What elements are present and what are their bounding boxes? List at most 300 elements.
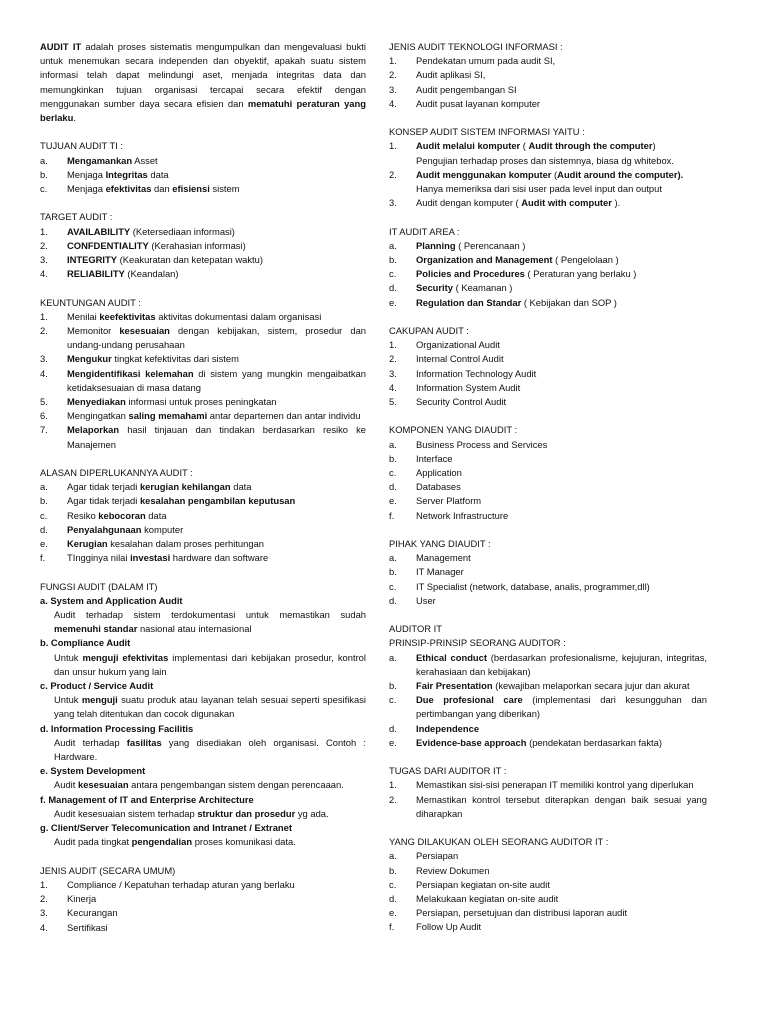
list-item-text [416,338,707,352]
bold-text: INTEGRITY [67,254,118,266]
section [40,139,366,196]
list-item [389,168,707,182]
list-marker: c. [389,467,397,479]
text-run: Audit pada tingkat [54,836,132,848]
text-run: (Keandalan) [124,268,179,280]
text-run: adalah proses sistematis mengumpulkan dan mengevaluasi bukti untuk menemukan secara independen dan obyektif, apakah suatu sistem informasi telah dapat melindungi aset, menjada integritas data dan memungkinkan tujuan organisasi tercapai secara efektif dengan menggunakan sumber daya secara efisien dan [40,41,366,109]
list-marker: c. [389,580,397,592]
text-run: Application [416,467,462,479]
text-run: Memonitor [67,325,120,337]
list-item [389,722,707,736]
list-marker: 4. [389,381,397,393]
bold-text: AVAILABILITY [67,225,131,237]
list-item-text [416,97,707,111]
text-run: Persiapan, persetujuan dan distribusi laporan audit [416,907,628,919]
list-item [389,906,707,920]
list-item [40,892,366,906]
section [389,423,707,522]
list-marker: c. [389,694,397,706]
text-run: Untuk [54,651,83,663]
text-run: Kecurangan [67,907,118,919]
text-run: Audit kesesuaian sistem terhadap [54,807,198,819]
text-run: Follow Up Audit [416,921,482,933]
text-run: informasi untuk proses peningkatan [125,396,277,408]
text-run: Mengingatkan [67,410,129,422]
text-run: (berdasarkan profesionalisme, kejujuran, integritas, kerahasiaan dan kebijakan) [416,651,707,677]
list-item [389,97,707,111]
section-heading: FUNGSI AUDIT (DALAM IT) [40,580,158,592]
list-marker: d. [389,481,397,493]
list-item-text [67,423,366,451]
function-title: b. Compliance Audit [40,637,131,649]
text-run: Pendekatan umum pada audit SI, [416,55,556,67]
list-item-text [67,154,366,168]
list-marker: 4. [40,268,48,280]
section-heading: KEUNTUNGAN AUDIT : [40,296,141,308]
function-description [40,736,366,764]
bold-text: Audit around the computer). [557,168,684,180]
section-fungsi-audit [40,580,366,850]
list-marker: e. [40,538,48,550]
text-run: tingkat kefektivitas dari sistem [111,353,239,365]
list-item-text [416,551,707,565]
list-marker: 3. [40,254,48,266]
text-run: IT Specialist (network, database, analis, programmer,dll) [416,580,650,592]
list-item [389,466,707,480]
list-item-text [67,310,366,324]
section-heading: JENIS AUDIT TEKNOLOGI INFORMASI : [389,41,563,52]
text-run: ) [652,140,656,152]
text-run: sistem [209,183,240,195]
list-item [389,139,707,153]
list-item-text [416,367,707,381]
list-item [40,423,366,451]
list-marker: a. [40,481,48,493]
text-run: IT Manager [416,566,464,578]
bold-text: menguji [81,694,118,706]
left-column [40,40,366,949]
list-item [389,693,707,721]
list-item-text [416,778,707,792]
list-marker: f. [389,509,395,521]
text-run: (pendekatan berdasarkan fakta) [526,736,662,748]
section [40,296,366,452]
text-run: Information System Audit [416,381,521,393]
bold-text: memenuhi standar [54,623,138,635]
list-item [40,878,366,892]
list-marker: 6. [40,410,48,422]
text-run: nasional atau internasional [137,623,252,635]
list-marker: a. [389,438,397,450]
text-run: Audit pengembangan SI [416,83,517,95]
text-run: Server Platform [416,495,482,507]
section-heading: PIHAK YANG DIAUDIT : [389,538,491,550]
bold-text: Independence [416,722,480,734]
list-item-text [67,182,366,196]
bold-text: Audit through the computer [528,140,653,152]
bold-text: menguji efektivitas [82,651,169,663]
text-run: suatu produk atau layanan telah sesuai seperti spesifikasi yang telah ditentukan dan cocok digunakan [54,694,366,720]
list-item [389,793,707,821]
text-run: ( Peraturan yang berlaku ) [524,268,637,280]
function-description [40,693,366,721]
section [389,225,707,310]
text-run: Sertifikasi [67,921,108,933]
text-run: yang disediakan oleh organisasi. Contoh : Hardware. [54,736,366,763]
list-marker: b. [389,254,397,266]
list-marker: c. [389,878,397,890]
list-item [40,310,366,324]
text-run: (Ketersediaan informasi) [130,225,235,237]
list-item [389,551,707,565]
section [389,537,707,608]
list-item-text [67,509,366,523]
list-marker: 2. [40,239,48,251]
section-heading: TUGAS DARI AUDITOR IT : [389,765,507,777]
list-item-text [67,395,366,409]
bold-text: Penyalahgunaan [67,523,142,535]
bold-text: Integritas [105,168,148,180]
function-title: g. Client/Server Telecomunication and Intranet / Extranet [40,822,292,834]
text-run: Audit aplikasi SI, [416,69,486,81]
bold-text: Policies and Procedures [416,268,525,280]
bold-text: Security [416,282,453,294]
list-item-text [416,296,707,310]
text-run: Audit pusat layanan komputer [416,97,541,109]
list-marker: b. [389,566,397,578]
list-item [40,225,366,239]
bold-text: mematuhi peraturan yang berlaku [40,97,366,124]
list-item [389,296,707,310]
section-heading: CAKUPAN AUDIT : [389,325,469,337]
text-run: Persiapan kegiatan on-site audit [416,878,550,890]
text-run: Review Dokumen [416,864,490,876]
list-item-text [416,239,707,253]
list-marker: 2. [389,69,397,81]
bold-text: Planning [416,239,456,251]
bold-text: Audit with computer [521,197,612,209]
list-marker: 1. [40,225,48,237]
list-marker: c. [40,183,48,195]
text-run: dengan kebijakan, sistem, prosedur dan undang-undang perusahaan [67,325,367,351]
list-item [40,537,366,551]
section-heading: KOMPONEN YANG DIAUDIT : [389,424,518,436]
text-run: ( Keamanan ) [453,282,513,294]
section-heading: PRINSIP-PRINSIP SEORANG AUDITOR : [389,637,566,649]
text-run: hasil tinjauan dan tindakan berdasarkan resiko ke Manajemen [67,424,366,450]
section-heading: JENIS AUDIT (SECARA UMUM) [40,864,176,876]
list-marker: d. [389,893,397,905]
text-run: Databases [416,481,461,493]
list-marker: 1. [40,878,48,890]
list-marker: a. [389,552,397,564]
list-item-text [67,409,366,423]
text-run: Interface [416,452,453,464]
bold-text: Evidence-base approach [416,736,527,748]
text-run: Resiko [67,509,99,521]
bold-text: Fair Presentation [416,680,493,692]
bold-text: Audit menggunakan komputer [416,168,552,180]
list-marker: 4. [40,367,48,379]
text-run: Menilai [67,310,100,322]
list-item [389,778,707,792]
list-item [389,594,707,608]
list-marker: 3. [40,353,48,365]
list-item-text [416,679,707,693]
list-marker: 3. [389,367,397,379]
text-run: Memastikan sisi-sisi penerapan IT memiliki kontrol yang diperlukan [416,779,694,791]
list-item [389,480,707,494]
list-marker: c. [389,268,397,280]
list-item [40,168,366,182]
function-description [40,778,366,792]
function-title: f. Management of IT and Enterprise Architecture [40,793,254,805]
list-item-text [416,693,707,721]
list-item-text [416,494,707,508]
text-run: Organizational Audit [416,339,500,351]
function-title: a. System and Application Audit [40,594,183,606]
list-item [389,196,707,210]
bold-text: investasi [130,552,171,564]
list-item [40,367,366,395]
list-item [40,921,366,935]
list-item-text [416,168,707,182]
list-item-text [67,494,366,508]
text-run: Audit terhadap [54,736,127,748]
list-item-text [416,565,707,579]
text-run: proses komunikasi data. [192,836,296,848]
text-run: implementasi dari kebijakan prosedur, kontrol dan unsur hukum yang lain [54,651,366,677]
list-item [389,920,707,934]
bold-text: kesesuaian [77,779,129,791]
list-marker: 1. [389,140,397,152]
list-item-text [416,736,707,750]
bold-text: Mengukur [67,353,112,365]
list-marker: 2. [389,353,397,365]
list-marker: 3. [40,907,48,919]
list-item [40,324,366,352]
list-marker: 1. [389,55,397,67]
section [389,835,707,934]
list-item [389,878,707,892]
list-item-text [67,480,366,494]
list-marker: e. [389,495,397,507]
list-marker: a. [40,154,48,166]
function-title: d. Information Processing Facilitis [40,722,194,734]
list-item [40,509,366,523]
function-title: c. Product / Service Audit [40,680,154,692]
list-item [389,651,707,679]
text-run: ( [551,168,558,180]
section-heading: KONSEP AUDIT SISTEM INFORMASI YAITU : [389,126,585,138]
list-marker: b. [40,168,48,180]
list-item [389,438,707,452]
text-run: hardware dan software [170,552,269,564]
text-run: Audit terhadap sistem terdokumentasi untuk memastikan sudah [54,609,366,621]
text-run: Security Control Audit [416,396,507,408]
list-item [389,267,707,281]
text-run: Audit dengan komputer ( [416,197,522,209]
list-item [389,849,707,863]
list-item [389,83,707,97]
list-marker: b. [389,864,397,876]
section [389,125,707,210]
list-item [389,509,707,523]
list-item-text [67,253,366,267]
text-run: (implementasi dari kesungguhan dan pertimbangan yang diberikan) [416,694,707,720]
bold-text: AUDIT IT [40,41,82,52]
list-item-text [416,509,707,523]
list-marker: 7. [40,424,48,436]
list-item [389,239,707,253]
list-item [389,338,707,352]
list-marker: 3. [389,197,397,209]
list-marker: d. [389,722,397,734]
section [389,324,707,409]
text-run: ( Kebijakan dan SOP ) [521,296,617,308]
list-marker: d. [40,523,48,535]
text-run: Agar tidak terjadi [67,495,140,507]
text-run: data [147,168,169,180]
text-run: Menjaga [67,168,106,180]
list-item-text [67,537,366,551]
list-marker: e. [389,907,397,919]
list-item [389,281,707,295]
bold-text: saling memahami [128,410,208,422]
text-run: antara pengembangan sistem dengan perencaaan. [128,779,344,791]
list-marker: f. [40,552,46,564]
list-item [40,352,366,366]
text-run: data [145,509,167,521]
list-item-text [416,83,707,97]
list-item-text [67,892,366,906]
text-run: komputer [141,523,184,535]
list-item [389,253,707,267]
list-item-text [67,324,366,352]
text-run: Business Process and Services [416,438,548,450]
section [40,864,366,935]
bold-text: kesalahan pengambilan keputusan [139,495,296,507]
text-run: aktivitas dokumentasi dalam organisasi [155,310,322,322]
list-item-text [416,906,707,920]
list-marker: 1. [389,339,397,351]
list-item [40,267,366,281]
section [40,466,366,565]
list-item-text [416,793,707,821]
list-item [40,395,366,409]
bold-text: fasilitas [126,736,162,748]
list-item-text [67,239,366,253]
bold-text: Mengamankan [67,154,133,166]
list-item-text [416,864,707,878]
list-item-text [416,651,707,679]
list-item-text [416,68,707,82]
list-marker: 2. [389,168,397,180]
list-item [389,54,707,68]
section-heading: YANG DILAKUKAN OLEH SEORANG AUDITOR IT : [389,836,609,848]
list-item [40,154,366,168]
right-column [389,40,707,949]
list-marker: d. [389,594,397,606]
list-marker: 5. [40,396,48,408]
bold-text: Mengidentifikasi kelemahan [67,367,194,379]
text-run: (kewajiban melaporkan secara jujur dan akurat [492,680,690,692]
list-item [40,253,366,267]
list-item-text [416,253,707,267]
bold-text: kebocoran [98,509,146,521]
text-run: Compliance / Kepatuhan terhadap aturan yang berlaku [67,878,295,890]
list-item-text [416,139,707,153]
list-item-text [67,225,366,239]
list-item-note: Hanya memeriksa dari sisi user pada level input dan output [416,183,662,195]
bold-text: efektivitas [105,183,152,195]
list-item-text [67,267,366,281]
list-item-text [416,892,707,906]
list-marker: b. [40,495,48,507]
section-heading: IT AUDIT AREA : [389,225,460,237]
list-item [389,736,707,750]
list-marker: b. [389,452,397,464]
text-run: ). [611,197,621,209]
list-item-text [416,466,707,480]
list-marker: c. [40,509,48,521]
section [389,622,707,636]
text-run: (Keakuratan dan ketepatan waktu) [117,254,263,266]
section [40,210,366,281]
text-run: di sistem yang mungkin mengaibatkan ketidaksesuaian di masa datang [67,367,366,393]
list-item-text [67,168,366,182]
list-marker: f. [389,921,395,933]
text-run: Melakukaan kegiatan on-site audit [416,893,559,905]
list-marker: a. [389,239,397,251]
list-item [40,523,366,537]
text-run: kesalahan dalam proses perhitungan [107,538,264,550]
list-item-text [67,906,366,920]
list-item [389,565,707,579]
list-item-text [67,523,366,537]
text-run: ( [520,140,529,152]
list-item [389,352,707,366]
list-marker: d. [389,282,397,294]
list-item-text [416,267,707,281]
section-heading: TUJUAN AUDIT TI : [40,140,123,152]
section [389,40,707,111]
list-item [389,68,707,82]
text-run: Management [416,552,471,564]
list-item [389,892,707,906]
section [389,764,707,821]
list-item-text [416,849,707,863]
bold-text: efisiensi [172,183,210,195]
bold-text: keefektivitas [99,310,156,322]
list-marker: 1. [389,779,397,791]
list-marker: 4. [389,97,397,109]
list-item [40,182,366,196]
list-item-text [67,878,366,892]
list-marker: e. [389,296,397,308]
list-item [389,452,707,466]
section [389,636,707,750]
list-item [389,864,707,878]
list-item [389,580,707,594]
text-run: (Kerahasian informasi) [148,239,246,251]
bold-text: Menyediakan [67,396,126,408]
list-item [40,409,366,423]
bold-text: Organization and Management [416,254,553,266]
bold-text: Regulation dan Standar [416,296,522,308]
section-heading: AUDITOR IT [389,623,442,635]
list-marker: a. [389,651,397,663]
